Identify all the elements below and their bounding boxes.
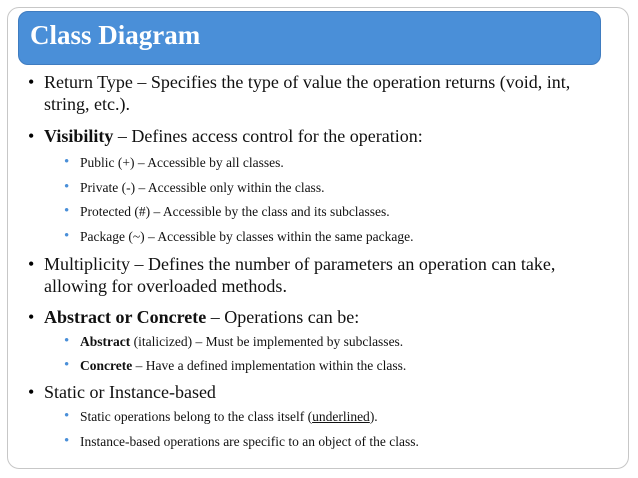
sub-bullet-public: [64, 154, 610, 172]
sub-bullet-dot-icon: •: [64, 433, 70, 449]
sub-bullet-text: Private (-) – Accessible only within the class.: [80, 180, 325, 195]
bullet-dot-icon: •: [28, 254, 35, 274]
bullet-text: – Defines access control for the operation:: [113, 126, 423, 146]
sub-bullet-bold-text: Concrete: [80, 358, 133, 373]
bullet-dot-icon: •: [28, 382, 35, 402]
bullet-text: Multiplicity – Defines the number of parameters an operation can take, allowing for overloaded methods.: [44, 254, 556, 296]
sub-bullet-bold-text: Abstract: [80, 334, 131, 349]
sub-bullet-instance: [64, 433, 610, 451]
bullet-dot-icon: •: [28, 126, 35, 146]
sub-bullet-dot-icon: •: [64, 179, 70, 195]
sub-bullet-static: [64, 408, 610, 426]
bullet-bold-text: Visibility: [44, 126, 114, 146]
bullet-text: – Operations can be:: [206, 307, 360, 327]
bullet-return-type: [28, 71, 618, 115]
bullet-dot-icon: •: [28, 72, 35, 92]
sub-bullet-dot-icon: •: [64, 203, 70, 219]
bullet-text: Static or Instance-based: [44, 382, 216, 402]
bullet-multiplicity: [28, 253, 618, 297]
bullet-bold-text: Abstract or Concrete: [44, 307, 207, 327]
sub-bullet-text: Static operations belong to the class itself (: [80, 409, 313, 424]
sub-bullet-dot-icon: •: [64, 154, 70, 170]
sub-bullet-text: ).: [369, 409, 378, 424]
sub-bullet-underlined-text: underlined: [312, 409, 370, 424]
sub-bullet-text: Instance-based operations are specific to an object of the class.: [80, 434, 419, 449]
sub-bullet-text: Public (+) – Accessible by all classes.: [80, 155, 284, 170]
bullet-visibility: [28, 125, 618, 147]
sub-bullet-dot-icon: •: [64, 357, 70, 373]
sub-bullet-text: (italicized) – Must be implemented by subclasses.: [130, 334, 404, 349]
sub-bullet-dot-icon: •: [64, 408, 70, 424]
slide-title: Class Diagram: [30, 20, 201, 50]
sub-bullet-text: Protected (#) – Accessible by the class and its subclasses.: [80, 204, 390, 219]
sub-bullet-dot-icon: •: [64, 228, 70, 244]
bullet-text: Return Type – Specifies the type of value the operation returns (void, int, string, etc.).: [44, 72, 571, 114]
sub-bullet-private: [64, 179, 610, 197]
sub-bullet-text: Package (~) – Accessible by classes within the same package.: [80, 229, 414, 244]
sub-bullet-abstract: [64, 333, 610, 351]
bullet-abstract-or-concrete: [28, 306, 618, 328]
sub-bullet-text: – Have a defined implementation within the class.: [132, 358, 407, 373]
sub-bullet-package: [64, 228, 610, 246]
bullet-dot-icon: •: [28, 307, 35, 327]
sub-bullet-dot-icon: •: [64, 333, 70, 349]
sub-bullet-concrete: [64, 357, 610, 375]
sub-bullet-protected: [64, 203, 610, 221]
bullet-static-or-instance: [28, 381, 618, 403]
